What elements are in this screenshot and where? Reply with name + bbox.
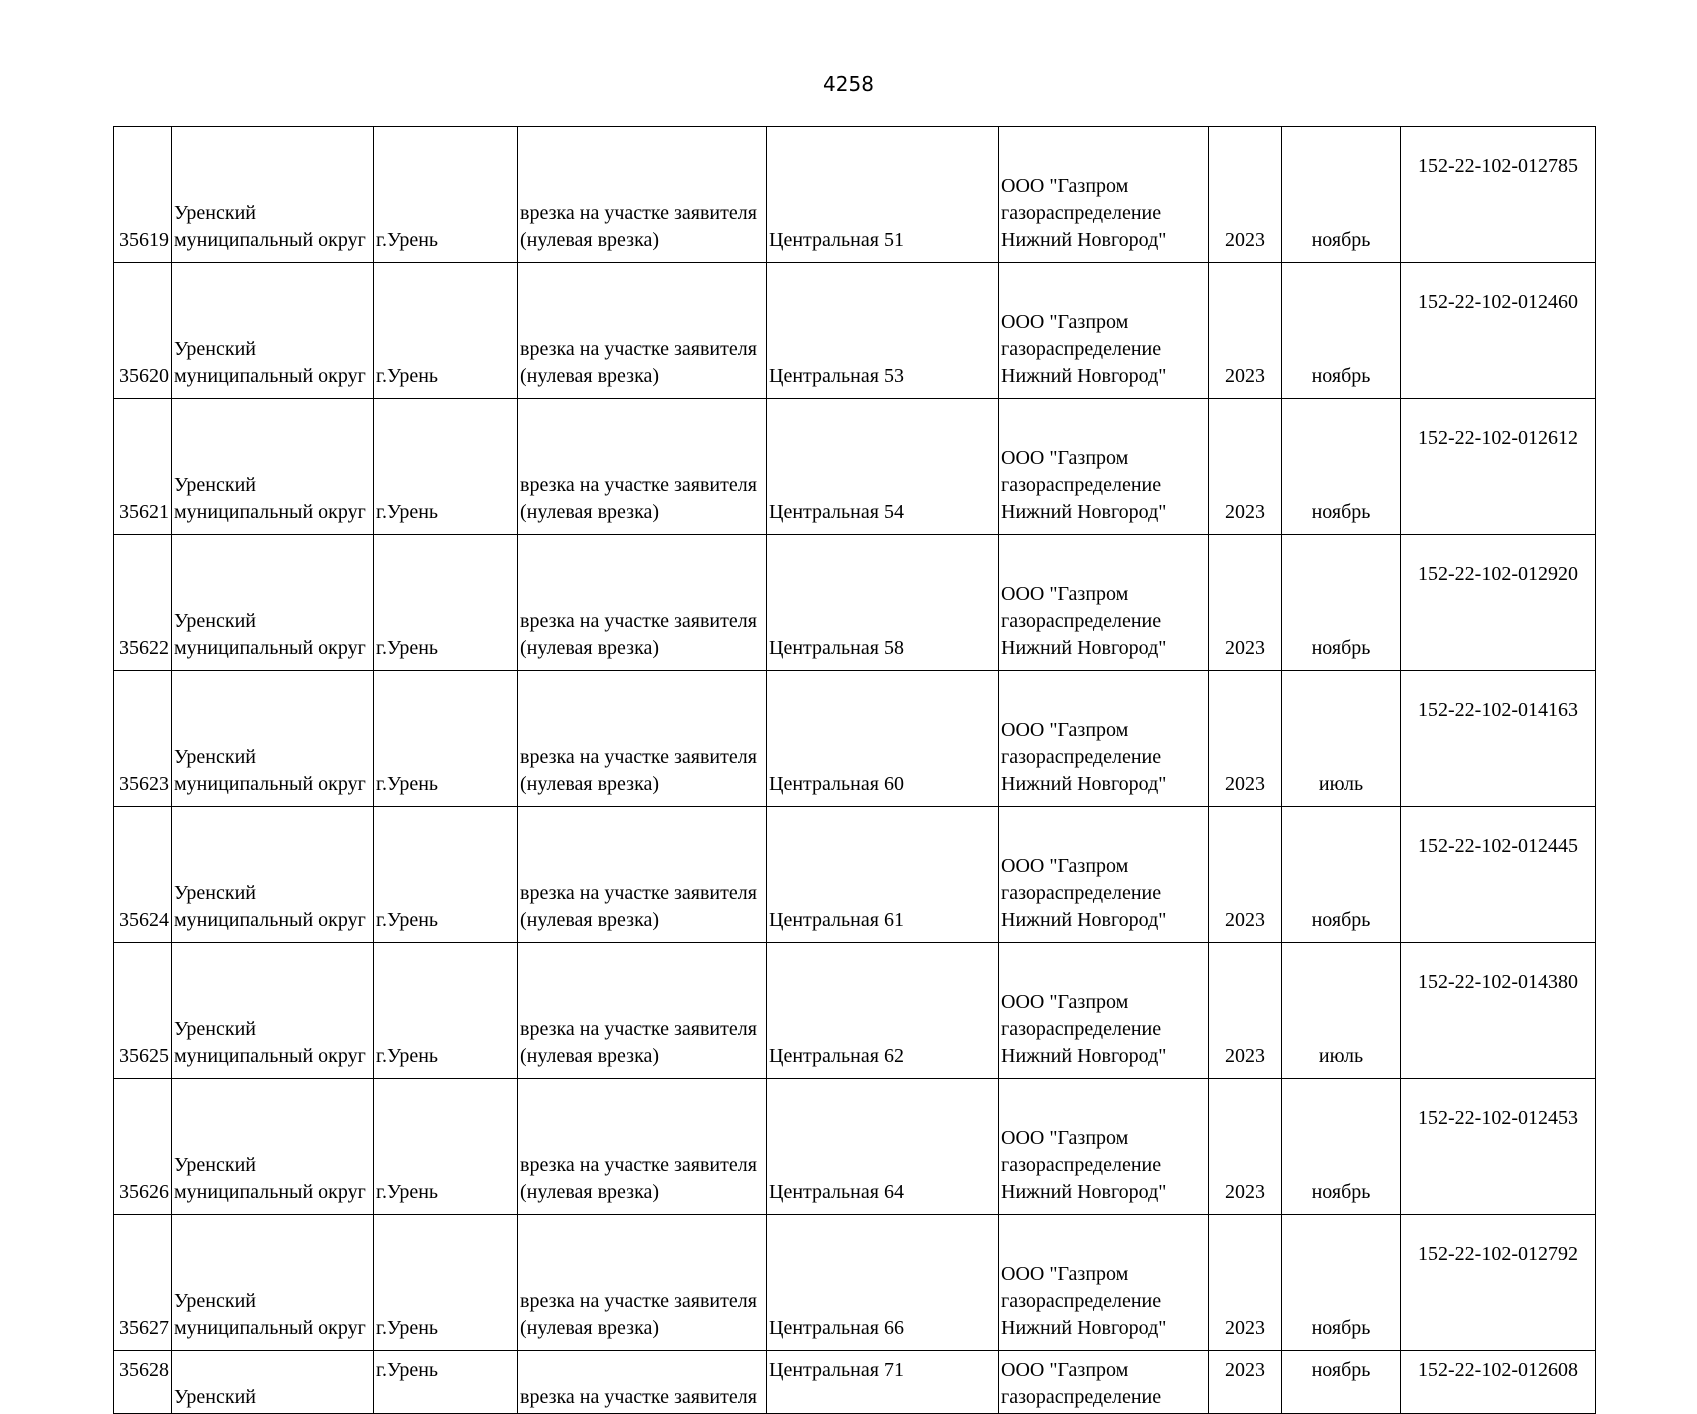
district-cell (172, 1079, 374, 1215)
district-cell-line: муниципальный округ (174, 365, 366, 387)
district-cell-line: Уренский (174, 1018, 256, 1040)
organization-cell-line: Нижний Новгород" (1001, 1181, 1167, 1203)
work-type-cell-line (520, 1357, 764, 1384)
row-number-cell: 35622 (114, 535, 172, 671)
work-type-cell-line: (нулевая врезка) (520, 773, 660, 795)
table-row (114, 1351, 1596, 1414)
organization-cell-line: газораспределение (1001, 610, 1162, 632)
table-row (114, 943, 1596, 1079)
address-cell: Центральная 51 (767, 127, 999, 263)
organization-cell-line: ООО "Газпром (1001, 1127, 1129, 1149)
organization-cell (999, 127, 1209, 263)
district-cell (172, 807, 374, 943)
address-cell: Центральная 53 (767, 263, 999, 399)
district-cell-line: Уренский (174, 1154, 256, 1176)
work-type-cell-line: (нулевая врезка) (520, 1317, 660, 1339)
district-cell-line: Уренский (174, 338, 256, 360)
application-code-cell: 152-22-102-012612 (1401, 399, 1596, 535)
organization-cell-line: ООО "Газпром (1001, 583, 1129, 605)
organization-cell-line: газораспределение (1001, 746, 1162, 768)
year-cell: 2023 (1209, 399, 1282, 535)
locality-cell: г.Урень (374, 127, 518, 263)
application-code-cell: 152-22-102-012445 (1401, 807, 1596, 943)
work-type-cell-line: врезка на участке заявителя (520, 338, 757, 360)
work-type-cell (518, 1351, 767, 1414)
organization-cell-line: газораспределение (1001, 1154, 1162, 1176)
work-type-cell (518, 1079, 767, 1215)
district-cell-line: муниципальный округ (174, 1317, 366, 1339)
month-cell: ноябрь (1282, 535, 1401, 671)
row-number-cell: 35619 (114, 127, 172, 263)
locality-cell: г.Урень (374, 535, 518, 671)
work-type-cell (518, 943, 767, 1079)
year-cell: 2023 (1209, 263, 1282, 399)
application-code-cell: 152-22-102-012920 (1401, 535, 1596, 671)
year-cell: 2023 (1209, 1351, 1282, 1414)
table-row (114, 671, 1596, 807)
row-number-cell: 35623 (114, 671, 172, 807)
row-number-cell: 35621 (114, 399, 172, 535)
locality-cell: г.Урень (374, 1351, 518, 1414)
year-cell: 2023 (1209, 1215, 1282, 1351)
work-type-cell-line: врезка на участке заявителя (520, 1154, 757, 1176)
organization-cell (999, 671, 1209, 807)
district-cell (172, 127, 374, 263)
month-cell: июль (1282, 671, 1401, 807)
district-cell-line: Уренский (174, 1290, 256, 1312)
organization-cell-line: Нижний Новгород" (1001, 229, 1167, 251)
district-cell (172, 671, 374, 807)
organization-cell (999, 807, 1209, 943)
district-cell (172, 1351, 374, 1414)
work-type-cell (518, 263, 767, 399)
table-row (114, 535, 1596, 671)
table-row (114, 1215, 1596, 1351)
work-type-cell-line: врезка на участке заявителя (520, 882, 757, 904)
organization-cell-line: Нижний Новгород" (1001, 365, 1167, 387)
address-cell: Центральная 61 (767, 807, 999, 943)
work-type-cell (518, 807, 767, 943)
table-row (114, 127, 1596, 263)
work-type-cell (518, 399, 767, 535)
month-cell: ноябрь (1282, 127, 1401, 263)
district-cell-line: Уренский (174, 882, 256, 904)
district-cell-line: муниципальный округ (174, 773, 366, 795)
work-type-cell-line: (нулевая врезка) (520, 637, 660, 659)
locality-cell: г.Урень (374, 671, 518, 807)
work-type-cell-line: врезка на участке заявителя (520, 474, 757, 496)
district-cell-line: муниципальный округ (174, 1181, 366, 1203)
address-cell: Центральная 58 (767, 535, 999, 671)
locality-cell: г.Урень (374, 943, 518, 1079)
address-cell: Центральная 60 (767, 671, 999, 807)
application-code-cell: 152-22-102-014163 (1401, 671, 1596, 807)
locality-cell: г.Урень (374, 263, 518, 399)
organization-cell (999, 943, 1209, 1079)
month-cell: ноябрь (1282, 399, 1401, 535)
row-number-cell: 35627 (114, 1215, 172, 1351)
year-cell: 2023 (1209, 1079, 1282, 1215)
organization-cell-line: ООО "Газпром (1001, 175, 1129, 197)
organization-cell (999, 1351, 1209, 1414)
locality-cell: г.Урень (374, 399, 518, 535)
organization-cell-line: Нижний Новгород" (1001, 501, 1167, 523)
work-type-cell-line: врезка на участке заявителя (520, 610, 757, 632)
work-type-cell-line: врезка на участке заявителя (520, 1018, 757, 1040)
organization-cell-line: Нижний Новгород" (1001, 637, 1167, 659)
work-type-cell-line: (нулевая врезка) (520, 909, 660, 931)
row-number-cell: 35620 (114, 263, 172, 399)
row-number-cell: 35625 (114, 943, 172, 1079)
organization-cell (999, 1079, 1209, 1215)
month-cell: ноябрь (1282, 1079, 1401, 1215)
organization-cell-line: газораспределение (1001, 882, 1162, 904)
work-type-cell (518, 671, 767, 807)
table-row (114, 1079, 1596, 1215)
organization-cell-line: ООО "Газпром (1001, 991, 1129, 1013)
district-cell-line: Уренский (174, 474, 256, 496)
address-cell: Центральная 71 (767, 1351, 999, 1414)
district-cell (172, 535, 374, 671)
organization-cell-line: Нижний Новгород" (1001, 1317, 1167, 1339)
work-type-cell-line: врезка на участке заявителя (520, 746, 757, 768)
organization-cell-line: газораспределение (1001, 1386, 1162, 1408)
month-cell: июль (1282, 943, 1401, 1079)
organization-cell (999, 1215, 1209, 1351)
year-cell: 2023 (1209, 943, 1282, 1079)
work-type-cell (518, 1215, 767, 1351)
district-cell-line: муниципальный округ (174, 1045, 366, 1067)
district-cell-line: Уренский (174, 746, 256, 768)
work-type-cell-line: (нулевая врезка) (520, 501, 660, 523)
month-cell: ноябрь (1282, 807, 1401, 943)
organization-cell-line: ООО "Газпром (1001, 1263, 1129, 1285)
work-type-cell-line: (нулевая врезка) (520, 229, 660, 251)
row-number-cell: 35626 (114, 1079, 172, 1215)
work-type-cell-line: (нулевая врезка) (520, 1045, 660, 1067)
organization-cell-line: ООО "Газпром (1001, 311, 1129, 333)
address-cell: Центральная 62 (767, 943, 999, 1079)
district-cell-line: Уренский (174, 610, 256, 632)
year-cell: 2023 (1209, 671, 1282, 807)
district-cell-line: муниципальный округ (174, 909, 366, 931)
table-row (114, 807, 1596, 943)
organization-cell (999, 535, 1209, 671)
organization-cell-line: Нижний Новгород" (1001, 1045, 1167, 1067)
work-type-cell (518, 127, 767, 263)
work-type-cell-line: (нулевая врезка) (520, 1181, 660, 1203)
district-cell-line: муниципальный округ (174, 229, 366, 251)
work-type-cell-line: врезка на участке заявителя (520, 1290, 757, 1312)
year-cell: 2023 (1209, 127, 1282, 263)
organization-cell-line: газораспределение (1001, 474, 1162, 496)
address-cell: Центральная 64 (767, 1079, 999, 1215)
organization-cell-line: газораспределение (1001, 1018, 1162, 1040)
district-cell-line: Уренский (174, 1386, 256, 1408)
work-type-cell (518, 535, 767, 671)
work-type-cell-line: врезка на участке заявителя (520, 202, 757, 224)
organization-cell-line: газораспределение (1001, 202, 1162, 224)
row-number-cell: 35628 (114, 1351, 172, 1414)
locality-cell: г.Урень (374, 807, 518, 943)
year-cell: 2023 (1209, 807, 1282, 943)
page-number: 4258 (823, 72, 874, 96)
application-code-cell: 152-22-102-012785 (1401, 127, 1596, 263)
work-type-cell-line: врезка на участке заявителя (520, 1386, 757, 1408)
organization-cell (999, 399, 1209, 535)
district-cell (172, 943, 374, 1079)
district-cell (172, 399, 374, 535)
organization-cell-line: Нижний Новгород" (1001, 773, 1167, 795)
address-cell: Центральная 66 (767, 1215, 999, 1351)
table-row (114, 263, 1596, 399)
application-code-cell: 152-22-102-012608 (1401, 1351, 1596, 1414)
district-cell-line (174, 1357, 371, 1384)
locality-cell: г.Урень (374, 1215, 518, 1351)
organization-cell-line: ООО "Газпром (1001, 1359, 1129, 1381)
registry-table (113, 126, 1596, 1414)
organization-cell (999, 263, 1209, 399)
year-cell: 2023 (1209, 535, 1282, 671)
work-type-cell-line: (нулевая врезка) (520, 365, 660, 387)
application-code-cell: 152-22-102-014380 (1401, 943, 1596, 1079)
district-cell-line: муниципальный округ (174, 501, 366, 523)
row-number-cell: 35624 (114, 807, 172, 943)
locality-cell: г.Урень (374, 1079, 518, 1215)
district-cell-line: муниципальный округ (174, 637, 366, 659)
address-cell: Центральная 54 (767, 399, 999, 535)
month-cell: ноябрь (1282, 1215, 1401, 1351)
table-body (114, 127, 1596, 1414)
district-cell (172, 1215, 374, 1351)
district-cell-line: Уренский (174, 202, 256, 224)
application-code-cell: 152-22-102-012453 (1401, 1079, 1596, 1215)
application-code-cell: 152-22-102-012460 (1401, 263, 1596, 399)
application-code-cell: 152-22-102-012792 (1401, 1215, 1596, 1351)
month-cell: ноябрь (1282, 263, 1401, 399)
organization-cell-line: газораспределение (1001, 1290, 1162, 1312)
organization-cell-line: ООО "Газпром (1001, 719, 1129, 741)
organization-cell-line: Нижний Новгород" (1001, 909, 1167, 931)
district-cell (172, 263, 374, 399)
organization-cell-line: газораспределение (1001, 338, 1162, 360)
organization-cell-line: ООО "Газпром (1001, 855, 1129, 877)
organization-cell-line: ООО "Газпром (1001, 447, 1129, 469)
month-cell: ноябрь (1282, 1351, 1401, 1414)
table-row (114, 399, 1596, 535)
